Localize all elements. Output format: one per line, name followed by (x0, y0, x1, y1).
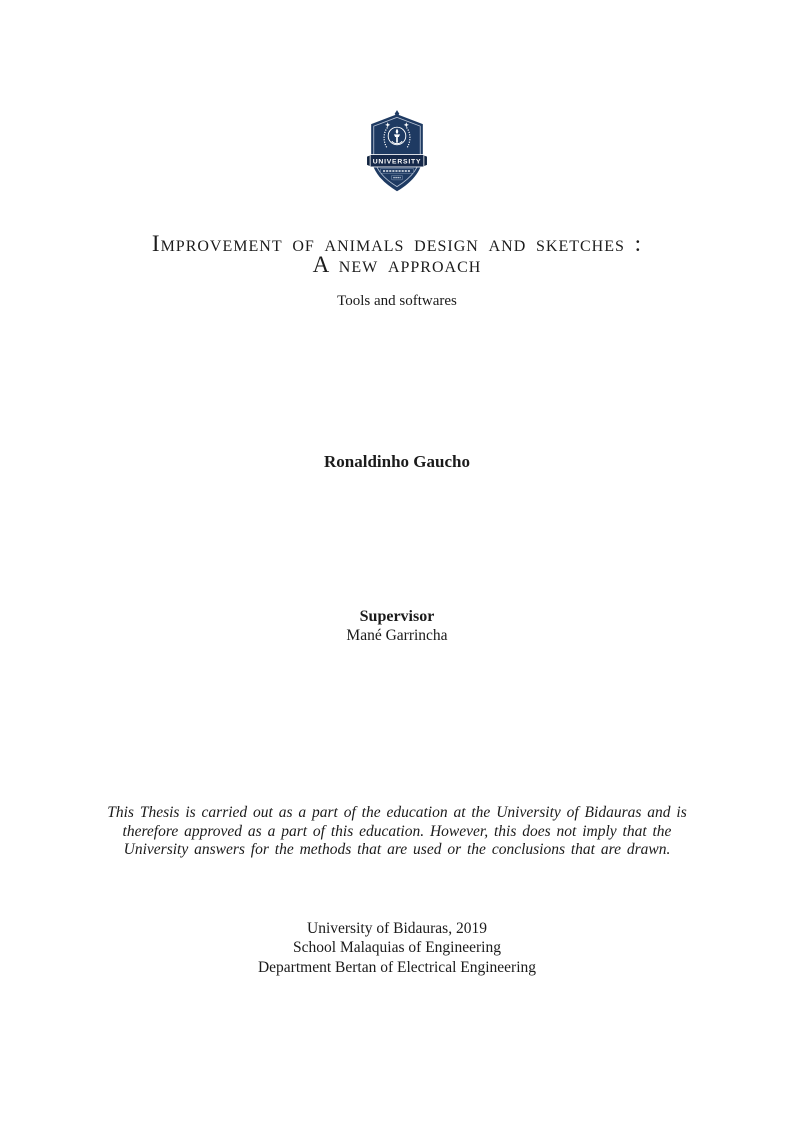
thesis-title (0, 233, 794, 275)
thesis-title-line1: Improvement of animals design and sketches : (151, 231, 643, 256)
institution-line-school: School Malaquias of Engineering (293, 939, 501, 957)
institution-block (0, 919, 794, 977)
thesis-title-line2: A new approach (312, 252, 482, 277)
institution-line-university: University of Bidauras, 2019 (307, 920, 487, 937)
year-pill (391, 175, 402, 180)
thesis-subtitle: Tools and softwares (337, 293, 457, 309)
supervisor-name: Mané Garrincha (346, 627, 448, 644)
university-crest-svg (366, 110, 428, 195)
institution-line-department: Department Bertan of Electrical Engineering (257, 958, 537, 976)
university-banner-text: UNIVERSITY (372, 158, 422, 166)
author-name: Ronaldinho Gaucho (324, 452, 470, 471)
university-crest-logo (366, 110, 428, 195)
disclaimer-line: University answers for the methods that are used or the conclusions that are drawn. (123, 841, 671, 858)
disclaimer-line: therefore approved as a part of this education. However, this does not imply that the (122, 822, 672, 840)
supervisor-label: Supervisor (359, 608, 435, 625)
disclaimer-line: This Thesis is carried out as a part of the education at the University of Bidauras and is (107, 804, 687, 821)
supervisor-block (0, 607, 794, 645)
disclaimer-paragraph (0, 804, 794, 860)
